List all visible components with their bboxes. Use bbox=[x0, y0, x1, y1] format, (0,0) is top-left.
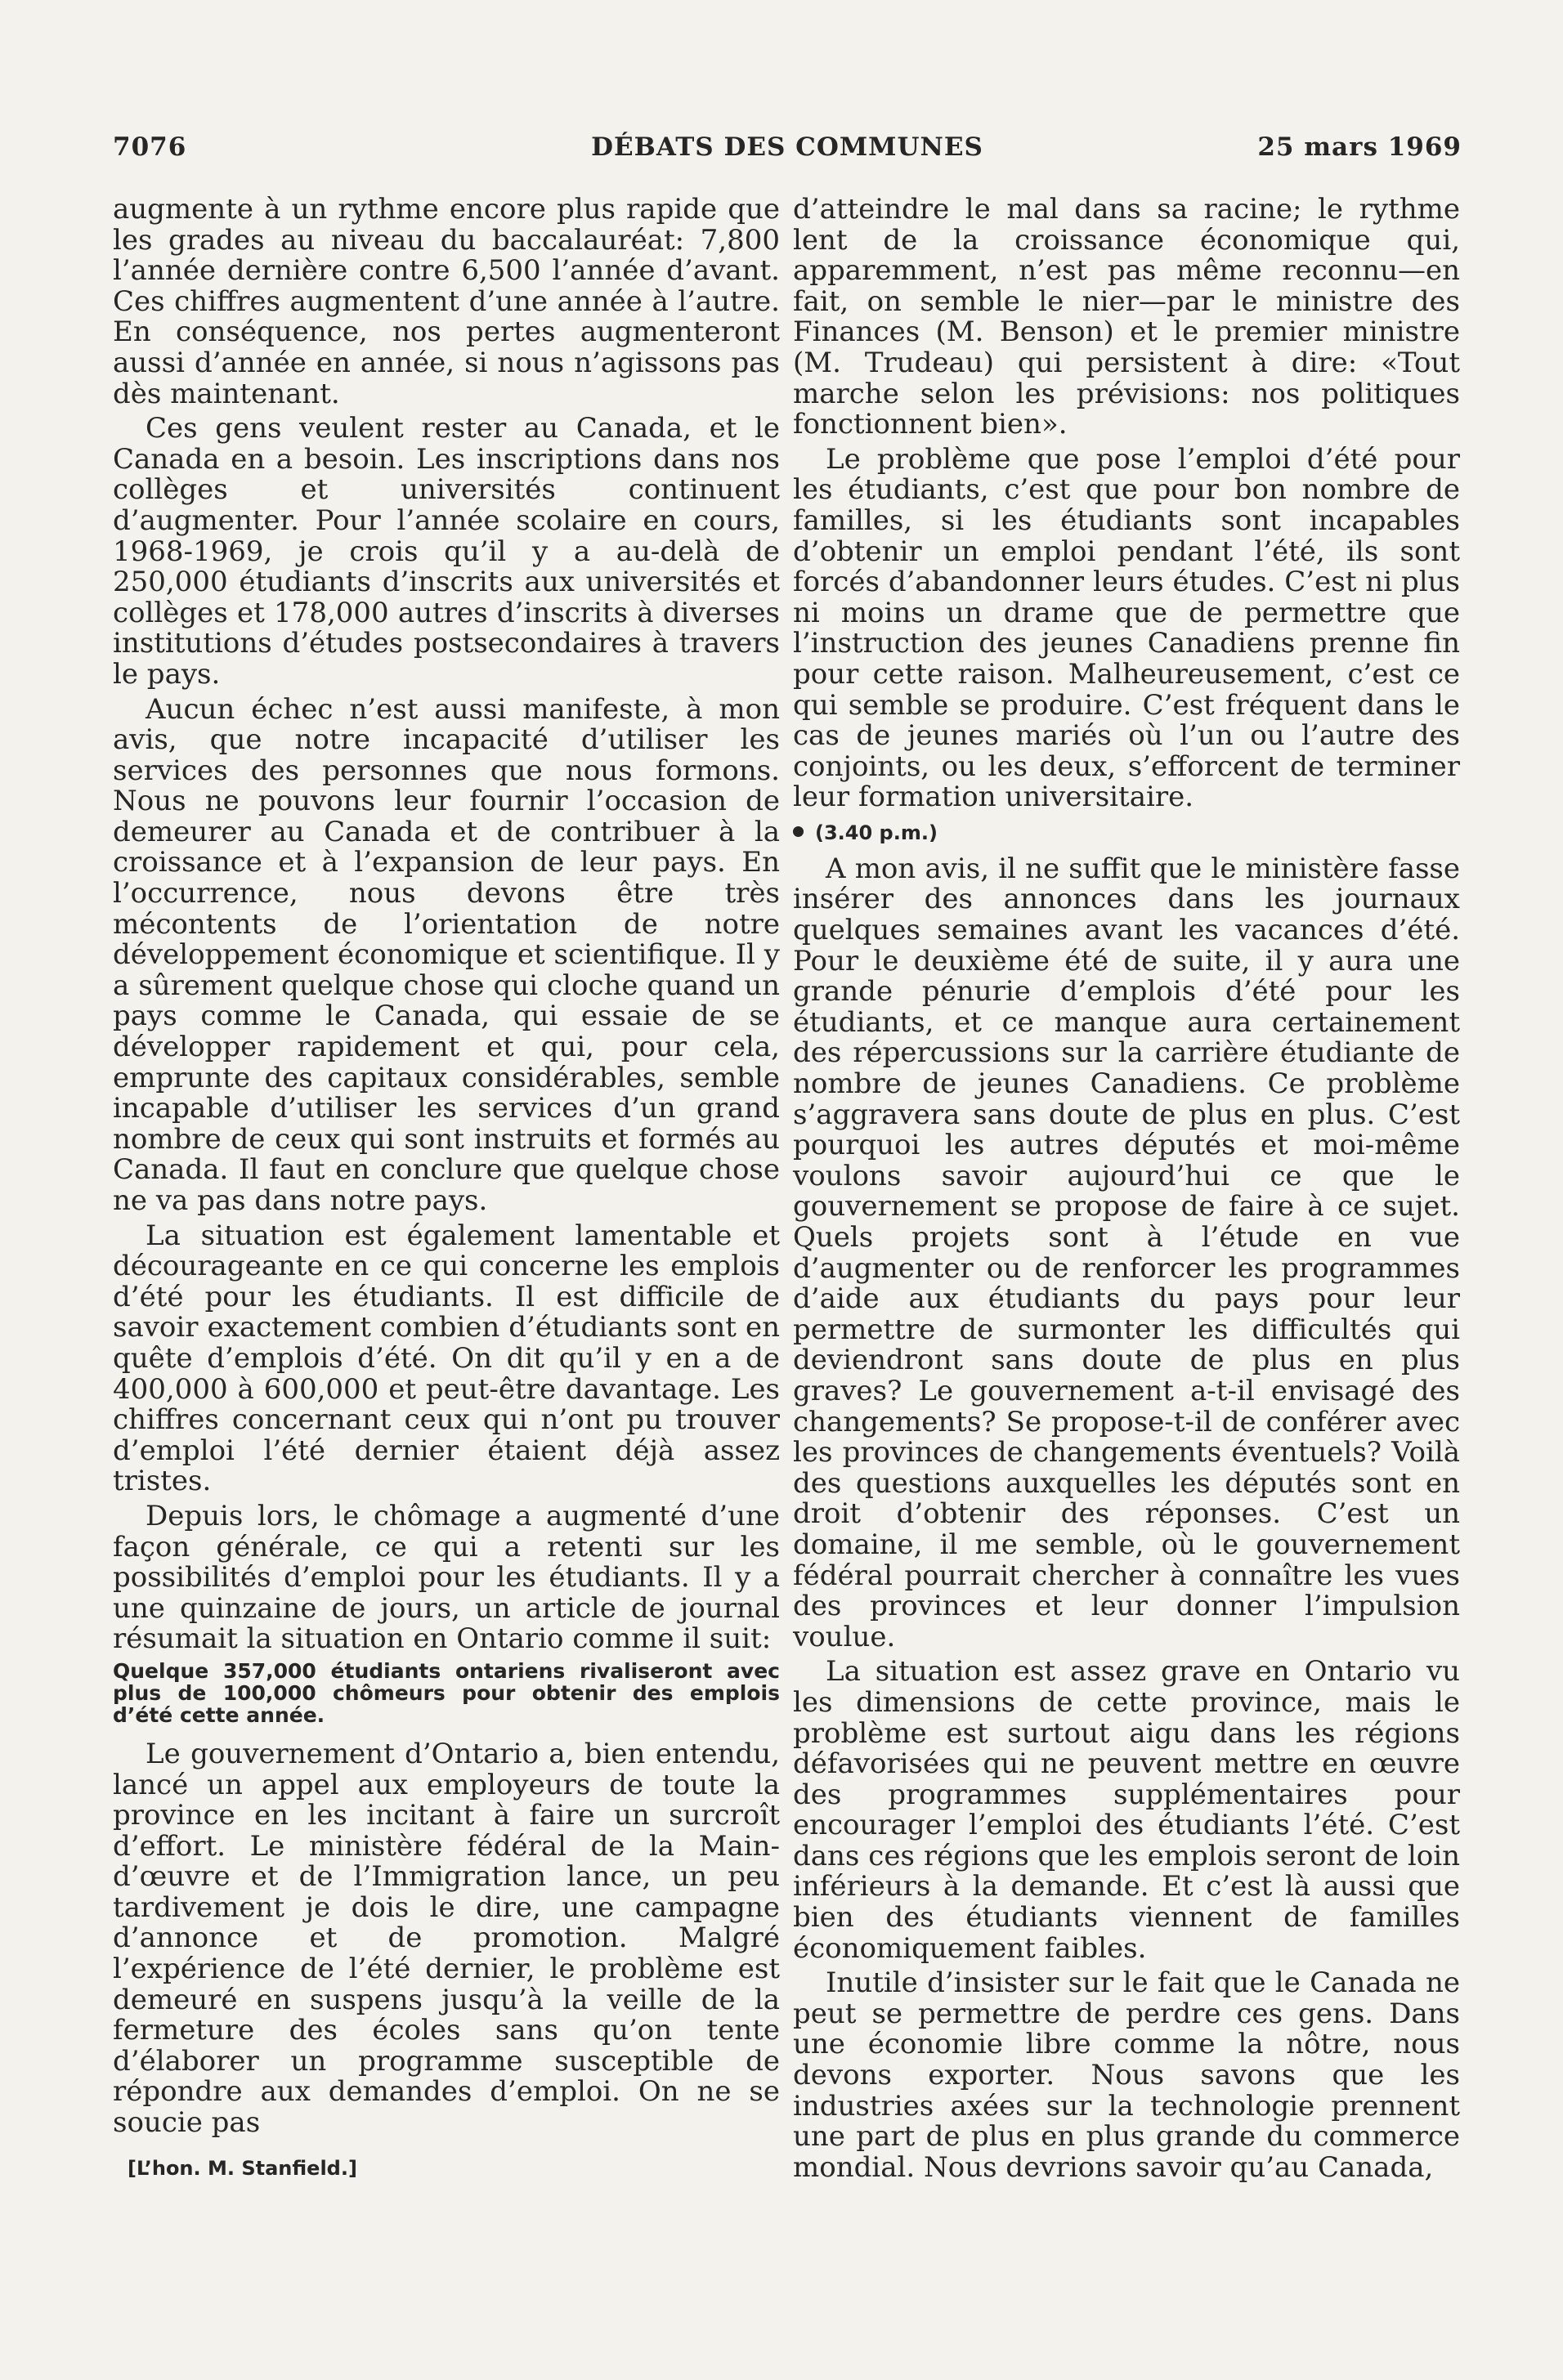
paragraph: Inutile d’insister sur le fait que le Canada ne peut se permettre de perdre ces gens. Dans une économie libre comme la nôtre, nous devons exporter. Nous savons que les industries axées sur la technologie prennent une part de plus en plus grande du commerce mondial. Nous devrions savoir qu’au Canada, bbox=[793, 1966, 1460, 2184]
timestamp bbox=[793, 818, 1460, 848]
bullet-icon bbox=[793, 826, 804, 837]
left-column bbox=[113, 195, 780, 2184]
page-number: 7076 bbox=[113, 132, 187, 162]
page-date: 25 mars 1969 bbox=[1257, 132, 1462, 162]
paragraph: La situation est assez grave en Ontario vu les dimensions de cette province, mais le problème est surtout aigu dans les régions défavorisées qui ne peuvent mettre en œuvre des programmes supplémentaires pour encourager l’emploi des étudiants l’été. C’est dans ces régions que les emplois seront de loin inférieurs à la demande. Et c’est là aussi que bien des étudiants viennent de familles économiquement faibles. bbox=[793, 1655, 1460, 1965]
paragraph: augmente à un rythme encore plus rapide que les grades au niveau du baccalauréat: 7,800 l’année dernière contre 6,500 l’année d’avant. Ces chiffres augmentent d’une année à l’autre. En conséquence, nos pertes augmenteront aussi d’année en année, si nous n’agissons pas dès maintenant. bbox=[113, 193, 780, 410]
paragraph: d’atteindre le mal dans sa racine; le rythme lent de la croissance économique qui, apparemment, n’est pas même reconnu—en fait, on semble le nier—par le ministre des Finances (M. Benson) et le premier ministre (M. Trudeau) qui persistent à dire: «Tout marche selon les prévisions: nos politiques fonctionnent bien». bbox=[793, 193, 1460, 441]
paragraph: Ces gens veulent rester au Canada, et le Canada en a besoin. Les inscriptions dans nos collèges et universités continuent d’augmenter. Pour l’année scolaire en cours, 1968-1969, je crois qu’il y a au-delà de 250,000 étudiants d’inscrits aux universités et collèges et 178,000 autres d’inscrits à diverses institutions d’études postsecondaires à travers le pays. bbox=[113, 412, 780, 691]
paragraph: Le gouvernement d’Ontario a, bien entendu, lancé un appel aux employeurs de toute la province en les incitant à faire un surcroît d’effort. Le ministère fédéral de la Main-d’œuvre et de l’Immigration lance, un peu tardivement je dois le dire, une campagne d’annonce et de promotion. Malgré l’expérience de l’été dernier, le problème est demeuré en suspens jusqu’à la veille de la fermeture des écoles sans qu’on tente d’élaborer un programme susceptible de répondre aux demandes d’emploi. On ne se soucie pas bbox=[113, 1737, 780, 2140]
paragraph: Aucun échec n’est aussi manifeste, à mon avis, que notre incapacité d’utiliser les services des personnes que nous formons. Nous ne pouvons leur fournir l’occasion de demeurer au Canada et de contribuer à la croissance et à l’expansion de leur pays. En l’occurrence, nous devons être très mécontents de l’orientation de notre développement économique et scientifique. Il y a sûrement quelque chose qui cloche quand un pays comme le Canada, qui essaie de se développer rapidement et qui, pour cela, emprunte des capitaux considérables, semble incapable d’utiliser les services d’un grand nombre de ceux qui sont instruits et formés au Canada. Il faut en conclure que quelque chose ne va pas dans notre pays. bbox=[113, 692, 780, 1217]
page-header bbox=[113, 132, 1462, 168]
paragraph: Depuis lors, le chômage a augmenté d’une façon générale, ce qui a retenti sur les possibilités d’emploi pour les étudiants. Il y a une quinzaine de jours, un article de journal résumait la situation en Ontario comme il suit: bbox=[113, 1499, 780, 1656]
paragraph: La situation est également lamentable et décourageante en ce qui concerne les emplois d’été pour les étudiants. Il est difficile de savoir exactement combien d’étudiants sont en quête d’emplois d’été. On dit qu’il y en a de 400,000 à 600,000 et peut-être davantage. Les chiffres concernant ceux qui n’ont pu trouver d’emploi l’été dernier étaient déjà assez tristes. bbox=[113, 1219, 780, 1498]
right-column bbox=[793, 195, 1460, 2187]
timestamp-text: (3.40 p.m.) bbox=[815, 821, 938, 844]
speaker-attribution: [L’hon. M. Stanfield.] bbox=[128, 2156, 357, 2180]
paragraph: A mon avis, il ne suffit que le ministère fasse insérer des annonces dans les journaux quelques semaines avant les vacances d’été. Pour le deuxième été de suite, il y aura une grande pénurie d’emplois d’été pour les étudiants, et ce manque aura certainement des répercussions sur la carrière étudiante de nombre de jeunes Canadiens. Ce problème s’aggravera sans doute de plus en plus. C’est pourquoi les autres députés et moi-même voulons savoir aujourd’hui ce que le gouvernement se propose de faire à ce sujet. Quels projets sont à l’étude en vue d’augmenter ou de renforcer les programmes d’aide aux étudiants du pays pour leur permettre de surmonter les difficultés qui deviendront sans doute de plus en plus graves? Le gouvernement a-t-il envisagé des changements? Se propose-t-il de conférer avec les provinces de changements éventuels? Voilà des questions auxquelles les députés sont en droit d’obtenir des réponses. C’est un domaine, il me semble, où le gouvernement fédéral pourrait chercher à connaître les vues des provinces et leur donner l’impulsion voulue. bbox=[793, 852, 1460, 1653]
publication-title: DÉBATS DES COMMUNES bbox=[591, 132, 983, 162]
paragraph: Le problème que pose l’emploi d’été pour les étudiants, c’est que pour bon nombre de familles, si les étudiants sont incapables d’obtenir un emploi pendant l’été, ils sont forcés d’abandonner leurs études. C’est ni plus ni moins un drame que de permettre que l’instruction des jeunes Canadiens prenne fin pour cette raison. Malheureusement, c’est ce qui semble se produire. C’est fréquent dans le cas de jeunes mariés où l’un ou l’autre des conjoints, ou les deux, s’efforcent de terminer leur formation universitaire. bbox=[793, 442, 1460, 814]
newspaper-quote: Quelque 357,000 étudiants ontariens rivaliseront avec plus de 100,000 chômeurs pour obtenir des emplois d’été cette année. bbox=[113, 1658, 780, 1727]
